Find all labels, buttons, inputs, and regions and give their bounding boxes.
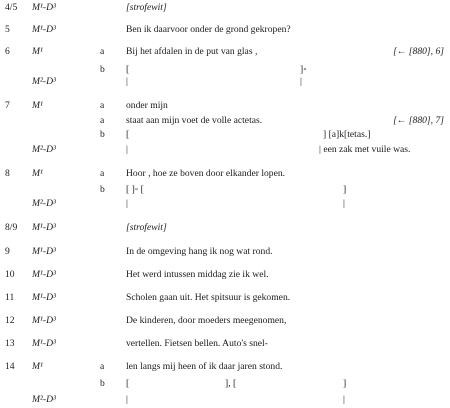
line-text: [ <box>126 129 130 140</box>
witness-siglum: M¹-D³ <box>32 315 56 326</box>
apparatus-row <box>0 44 450 60</box>
line-text: | <box>126 198 128 209</box>
variant-continuation: | <box>300 76 302 87</box>
cross-reference: [← [880], 6] <box>393 46 444 57</box>
variant-continuation: | een zak met vuile was. <box>319 144 411 155</box>
line-text: [ <box>126 378 130 389</box>
line-text: onder mijn <box>126 100 168 111</box>
variant-letter: b <box>100 129 105 140</box>
line-number: 4/5 <box>5 2 18 13</box>
apparatus-row <box>0 22 450 38</box>
variant-letter: a <box>100 100 105 111</box>
line-text: | <box>126 394 128 405</box>
cross-reference: [← [880], 7] <box>393 115 444 126</box>
variant-letter: a <box>100 115 105 126</box>
line-number: 6 <box>5 46 10 57</box>
line-text: [ ]◦ [ <box>126 184 144 195</box>
line-number: 13 <box>5 338 15 349</box>
line-number: 11 <box>5 292 15 303</box>
witness-siglum: M¹-D³ <box>32 269 56 280</box>
apparatus-row <box>0 98 450 114</box>
apparatus-row <box>0 244 450 260</box>
variant-end-mark: | <box>343 394 345 405</box>
line-number: 8/9 <box>5 222 18 233</box>
line-text: Bij het afdalen in de put van glas , <box>126 46 258 57</box>
line-text: len langs mij heen of ik daar jaren stond. <box>126 361 283 372</box>
line-text: Ben ik daarvoor onder de grond gekropen? <box>126 24 291 35</box>
apparatus-row <box>0 359 450 375</box>
witness-siglum: M¹-D³ <box>32 292 56 303</box>
line-text: Scholen gaan uit. Het spitsuur is gekomen. <box>126 292 291 303</box>
line-text: Hoor , hoe ze boven door elkander lopen. <box>126 168 286 179</box>
witness-siglum: M¹-D³ <box>32 24 56 35</box>
witness-siglum: M¹-D³ <box>32 2 56 13</box>
variant-letter: a <box>100 46 105 57</box>
line-text: De kinderen, door moeders meegenomen, <box>126 315 287 326</box>
variant-letter: a <box>100 361 105 372</box>
line-text: [strofewit] <box>126 2 167 13</box>
line-text: | <box>126 144 128 155</box>
apparatus-row <box>0 166 450 182</box>
witness-siglum: M²-D³ <box>32 198 56 209</box>
apparatus-row <box>0 220 450 236</box>
variant-letter: b <box>100 378 105 389</box>
witness-siglum: M²-D³ <box>32 394 56 405</box>
line-number: 12 <box>5 315 15 326</box>
line-text: In de omgeving hang ik nog wat rond. <box>126 246 273 257</box>
line-number: 9 <box>5 246 10 257</box>
apparatus-row <box>0 313 450 329</box>
witness-siglum: M²-D³ <box>32 144 56 155</box>
variant-end-mark: | <box>343 198 345 209</box>
line-number: 10 <box>5 269 15 280</box>
apparatus-row <box>0 392 450 408</box>
variant-letter: b <box>100 64 105 75</box>
apparatus-row <box>0 0 450 16</box>
line-number: 5 <box>5 24 10 35</box>
line-text: [strofewit] <box>126 222 167 233</box>
line-text: | <box>126 76 128 87</box>
line-text: Het werd intussen middag zie ik wel. <box>126 269 269 280</box>
apparatus-row <box>0 142 450 158</box>
variant-letter: b <box>100 184 105 195</box>
variant-end-mark: ] <box>343 378 347 389</box>
variant-continuation: ] [a]k[tetas.] <box>323 129 371 140</box>
witness-siglum: M¹-D³ <box>32 338 56 349</box>
variant-end-mark: ] <box>343 184 347 195</box>
apparatus-row <box>0 376 450 392</box>
line-number: 7 <box>5 100 10 111</box>
witness-siglum: M²-D³ <box>32 76 56 87</box>
witness-siglum: M¹ <box>32 361 43 372</box>
variant-letter: a <box>100 168 105 179</box>
line-text: staat aan mijn voet de volle actetas. <box>126 115 263 126</box>
line-number: 14 <box>5 361 15 372</box>
variant-continuation: ]◦ <box>300 64 307 75</box>
witness-siglum: M¹-D³ <box>32 222 56 233</box>
witness-siglum: M¹ <box>32 168 43 179</box>
apparatus-row <box>0 127 450 143</box>
line-text: [ <box>126 64 130 75</box>
witness-siglum: M¹-D³ <box>32 246 56 257</box>
witness-siglum: M¹ <box>32 100 43 111</box>
apparatus-row <box>0 290 450 306</box>
line-text: vertellen. Fietsen bellen. Auto's snel- <box>126 338 268 349</box>
line-number: 8 <box>5 168 10 179</box>
apparatus-row <box>0 336 450 352</box>
apparatus-row <box>0 74 450 90</box>
apparatus-row <box>0 196 450 212</box>
witness-siglum: M¹ <box>32 46 43 57</box>
apparatus-row <box>0 267 450 283</box>
variant-continuation: ], [ <box>225 378 237 389</box>
